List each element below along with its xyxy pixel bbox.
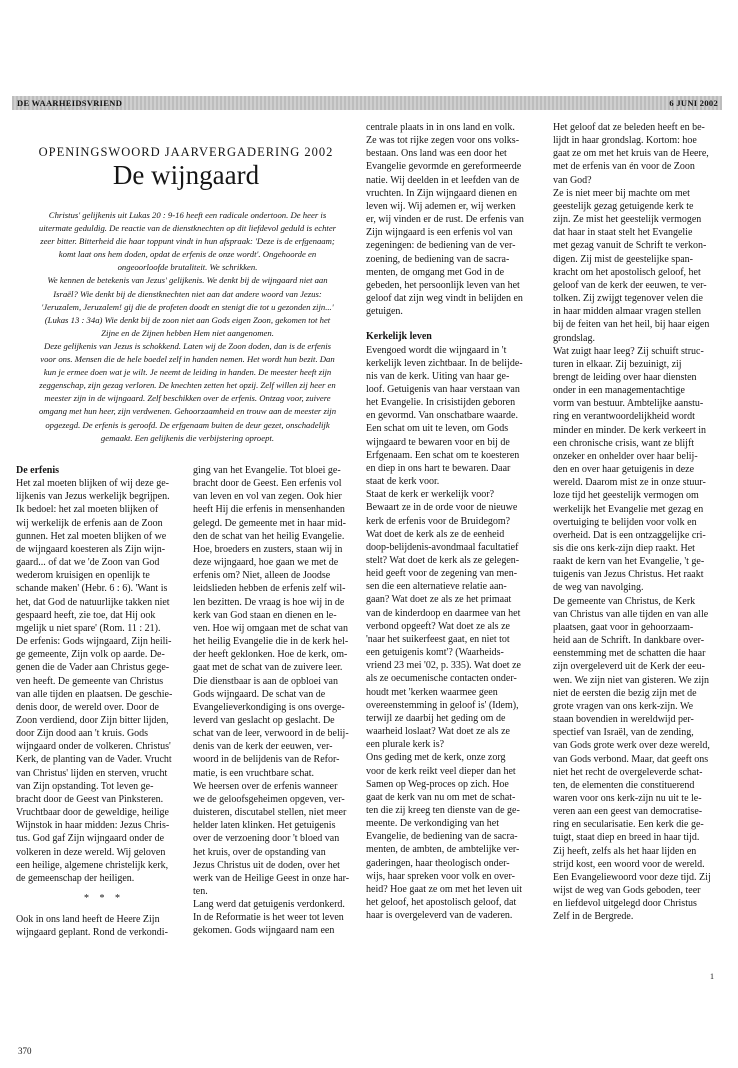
text-line: Gods wijngaard. De schat van de xyxy=(193,688,326,700)
text-line: wij werkelijk de erfenis aan de Zoon xyxy=(16,517,163,529)
text-line: plaatsen, gaat voor in gehoorzaam- xyxy=(553,621,694,633)
text-line: en gevormd. Van onschatbare waarde. xyxy=(366,410,518,422)
text-line: schande maken' (Hebr. 6 : 6). 'Want is xyxy=(16,583,168,595)
text-line: schat van de leer, verwoord in de belij- xyxy=(193,728,349,740)
text-line: ten, de elementen die constituerend xyxy=(553,779,695,791)
text-line: den en over haar getuigenis in deze xyxy=(553,464,695,476)
text-line: Zijn wijngaard is een erfenis vol van xyxy=(366,227,513,239)
text-line: gelegd. De gemeente met in haar mid- xyxy=(193,517,346,529)
text-line: gaderingen, haar theologisch onder- xyxy=(366,857,510,869)
text-line: een heilige, algemene christelijk kerk, xyxy=(16,859,169,871)
text-line: 'naar het suikerfeest gaat, en niet tot xyxy=(366,633,510,645)
text-line: zijn overgeleverd uit de Kerk der eeu- xyxy=(553,661,705,673)
text-line: minder en minder. De kerk verkeert in xyxy=(553,424,706,436)
text-line: spectief van Israël, van de zending, xyxy=(553,727,694,739)
text-line: erfenis om? Niet, alleen de Joodse xyxy=(193,570,331,582)
text-line: gebeden, het persoonlijk leven van het xyxy=(366,279,520,291)
text-line: van Christus van alle tijden en van alle xyxy=(553,608,709,620)
text-line: leverd van geslacht op geslacht. De xyxy=(193,714,335,726)
text-line: helder laten klinken. Het getuigenis xyxy=(193,820,336,832)
margin-mark: 1 xyxy=(710,972,714,981)
text-line: het geloof, het apostolisch geloof, dat xyxy=(366,897,517,909)
text-line: niet het recht de overgeleverde schat- xyxy=(553,766,703,778)
text-line: haar is overgeleverd van de vaderen. xyxy=(366,910,513,922)
text-line: vriend 23 mei '02, p. 335). Wat doet ze xyxy=(366,660,521,672)
intro-line: (Lukas 13 : 34a) Wie denkt bij de zoon niet aan Gods eigen Zoon, gekomen tot het xyxy=(44,314,331,325)
text-line: terwijl ze daarbij het geding om de xyxy=(366,712,506,724)
text-line: raakt de kern van het Evangelie, 't ge- xyxy=(553,556,705,568)
text-line: tolken. Zij zwijgt tegenover velen die xyxy=(553,293,703,305)
text-line: tuigenis van Jezus Christus. Het raakt xyxy=(553,569,704,581)
text-line: een chronische crisis, want ze blijft xyxy=(553,437,695,449)
text-line: We heersen over de erfenis wanneer xyxy=(193,780,338,792)
text-line: wijngaard te bewaren voor en bij de xyxy=(366,436,510,448)
text-line: denis door, de wereld over. Door de xyxy=(16,701,159,713)
text-line: ge gemeente, Zijn volk op aarde. De- xyxy=(16,649,165,661)
text-line: onzeker en onhelder over haar belij- xyxy=(553,450,698,462)
text-line: van alle tijden en plaatsen. De geschie- xyxy=(16,688,173,700)
text-line: stelt? Wat doet de kerk als ze gelegen- xyxy=(366,555,520,566)
text-line: door Zijn dood aan 't kruis. Gods xyxy=(16,728,149,740)
text-line: Hoe, broeders en zusters, staan wij in xyxy=(193,543,343,555)
text-line: kerk de erfenis voor de Bruidegom? xyxy=(366,515,511,527)
text-line: duisteren, discutabel stellen, niet meer xyxy=(193,807,347,819)
intro-line: 'Jeruzalem, Jeruzalem! gij die de profeten doodt en stenigt die tot u gezonden zijn...' xyxy=(41,301,334,312)
text-line: werkelijk het Evangelie met gezag en xyxy=(553,503,704,515)
intro-line: ongeoorloofde brutaliteit. We schrikken. xyxy=(117,262,258,273)
text-line: de weg van navolging. xyxy=(553,582,644,594)
column-4 xyxy=(553,121,723,924)
text-line: genen die de Vader aan Christus gege- xyxy=(16,662,170,674)
text-line: bij de feiten van het heil, bij haar eigen xyxy=(553,319,710,331)
column-1 xyxy=(16,464,192,939)
text-line: overtuiging te belijden voor volk en xyxy=(553,516,697,528)
text-line: tuigt, staat diep en breed in haar tijd. xyxy=(553,832,700,844)
text-line: turen in elkaar. Zij bezuinigt, zij xyxy=(553,358,682,370)
intro-line: meester zijn in de wijngaard. Zelf beschikken over de erfenis. Ontzag voor, zuivere xyxy=(44,393,331,404)
page-number: 370 xyxy=(18,1046,32,1056)
text-line: werk van de Heilige Geest in onze har- xyxy=(193,872,350,884)
text-line: grote vragen van ons kerk-zijn. We xyxy=(553,700,694,712)
text-line: wereld. Daarom mist ze in onze stuur- xyxy=(553,477,706,489)
text-line: denis van de kerk der eeuwen, ver- xyxy=(193,741,333,753)
text-line: het heilig Evangelie die in de kerk hel- xyxy=(193,636,349,648)
text-line: bracht door de Geest van Pinksteren. xyxy=(16,793,164,805)
text-line: het kruis, over de opstanding van xyxy=(193,846,326,858)
text-line: waarheid loslaat? Wat doet ze als ze xyxy=(366,726,510,738)
text-line: wederom kruisigen en openlijk te xyxy=(16,570,150,582)
intro-line: Christus' gelijkenis uit Lukas 20 : 9-16 heeft een radicale ondertoon. De heer is xyxy=(48,210,327,220)
intro-line: uitermate geduldig. De reactie van de dienstknechten op dit liefdevol geduld is echter xyxy=(38,223,337,234)
text-line: verbond opgeeft? Wat doet ze als ze xyxy=(366,620,510,632)
text-line: gaard... of dat we 'de Zoon van God xyxy=(16,557,160,569)
section-heading-kerkelijk-leven: Kerkelijk leven xyxy=(366,331,432,343)
text-line: len bezitten. De vraag is hoe wij in de xyxy=(193,596,345,608)
text-line: overeenstemming in geloof is' (Idem), xyxy=(366,699,519,711)
intro-line: voor ons. Mensen die de hele boedel zelf in handen nemen. Het wordt hun bezit. Dan xyxy=(40,354,335,365)
text-line: grondslag. xyxy=(553,332,595,344)
text-line: van Zijn opstanding. Tot leven ge- xyxy=(16,780,154,792)
text-line: Ons geding met de kerk, onze zorg xyxy=(366,752,506,764)
text-line: gespaard heeft, zie toe, dat Hij ook xyxy=(16,609,156,621)
text-line: nis van de kerk. Uiting van haar ge- xyxy=(366,370,510,382)
text-line: Zij heeft, zelfs als het haar lijden en xyxy=(553,845,697,857)
text-line: heid aan de Schrift. In dankbare over- xyxy=(553,635,705,647)
text-line: kerkelijk leven zichtbaar. In de belijde- xyxy=(366,357,523,369)
text-line: en liefdevol uitgelegd door Christus xyxy=(553,898,697,910)
text-line: wijngaard onder de volkeren. Christus' xyxy=(16,741,171,753)
text-line: zegeningen: de bediening van de ver- xyxy=(366,240,516,252)
text-line: bracht door de Geest. Een erfenis vol xyxy=(193,478,342,490)
text-line: Lang werd dat getuigenis verdonkerd. xyxy=(193,899,345,911)
intro-line: omgang met hun heer, zijn verdwenen. Gehoorzaamheid en trouw aan de meester zijn xyxy=(38,406,337,417)
text-line: over de verzoening door 't bloed van xyxy=(193,833,340,845)
text-line: getuigen. xyxy=(366,306,403,318)
text-line: Jezus Christus uit de doden, over het xyxy=(193,859,340,871)
text-line: deze wijngaard, hoe gaan we met de xyxy=(193,557,339,569)
text-line: Wijnstok in haar midden: Jezus Chris- xyxy=(16,820,170,832)
intro-line: Israël? Wie denkt bij de dienstknechten niet aan dat andere woord van Jezus: xyxy=(53,288,322,299)
text-line: Evangelie gevormde en gereformeerde xyxy=(366,161,522,173)
text-line: veren aan een geest van democratise- xyxy=(553,806,703,818)
text-line: ring en verantwoordelijkheid wordt xyxy=(553,411,695,423)
intro-line: gemaakt. Een gelijkenis die verbijstering oproept. xyxy=(100,432,275,443)
text-line: als ze oecumenische contacten onder- xyxy=(366,673,517,685)
article-kicker: OPENINGSWOORD JAARVERGADERING 2002 xyxy=(38,145,334,159)
text-line: ven heeft. De gemeente van Christus xyxy=(16,675,164,687)
text-line: wijs, haar spreken voor volk en over- xyxy=(366,870,515,882)
publication-name: DE WAARHEIDSVRIEND xyxy=(17,98,123,108)
text-line: vorm van bestuur. Ambtelijke aanstu- xyxy=(553,398,704,410)
text-line: gaan? Wat doet ze als ze het primaat xyxy=(366,594,512,606)
text-line: gaat de kerk van nu om met de schat- xyxy=(366,791,516,803)
text-line: Het zal moeten blijken of wij deze ge- xyxy=(16,478,169,490)
text-line: leven wij. Wij ademen er, wij werken xyxy=(366,200,516,212)
text-line: Staat de kerk er werkelijk voor? xyxy=(366,489,495,501)
text-line: Het geloof dat ze beleden heeft en be- xyxy=(553,122,705,133)
text-line: waren voor ons kerk-zijn nu uit te le- xyxy=(553,792,702,804)
text-line: overheid. Dat is een ontzaggelijke cri- xyxy=(553,529,706,541)
text-line: lijkenis van Jezus werkelijk begrijpen. xyxy=(16,491,170,503)
intro-line: komt laat ons hem doden, opdat de erfenis de onze wordt'. Ongehoorde en xyxy=(58,249,317,260)
text-line: ten die zij kreeg ten dienste van de ge- xyxy=(366,804,520,816)
text-line: ten. xyxy=(193,886,208,897)
text-line: van Christus' lijden en sterven, vrucht xyxy=(16,767,168,779)
text-line: doop-belijdenis-avondmaal facultatief xyxy=(366,541,519,553)
intro-line: kun je ermee doen wat je wilt. Je neemt de leiding in handen. De meester heeft zijn xyxy=(43,367,332,378)
intro-line: opgezegd. De erfenis is geroofd. De erfgenaam buiten de deur gezet, onschadelijk xyxy=(45,419,330,430)
column-3 xyxy=(366,121,546,922)
text-line: menten, de ambten, de ambtelijke ver- xyxy=(366,844,520,856)
text-line: Die dienstbaar is aan de opbloei van xyxy=(193,675,338,687)
text-line: heeft Hij die erfenis in mensenhanden xyxy=(193,504,345,516)
text-line: voor de kerk reikt veel dieper dan het xyxy=(366,765,516,777)
intro-line: zeggenschap, zijn gezag verloren. De knechten zetten het opzij. Zelf willen zij heer en xyxy=(39,380,336,391)
text-line: heid? Hoe gaat ze om met het leven uit xyxy=(366,883,523,895)
text-line: met de erfenis van én voor de Zoon xyxy=(553,161,695,173)
text-line: van Gods verbond. Maar, dat geeft ons xyxy=(553,753,709,765)
text-line: er, wij vinden er de rust. De erfenis van xyxy=(366,214,524,226)
text-line: ring en secularisatie. Een kerk die ge- xyxy=(553,819,704,831)
article-title: De wijngaard xyxy=(112,160,260,190)
text-line: we de geloofsgeheimen opgeven, ver- xyxy=(193,793,345,805)
intro-line: Deze gelijkenis van Jezus is schokkend. Laten wij de Zoon doden, dan is de erfenis xyxy=(43,340,332,351)
text-line: eenstemming met de schatten die haar xyxy=(553,648,706,660)
text-line: volkeren in deze wereld. Wij geloven xyxy=(16,846,166,858)
text-line: met gezag vanuit de Schrift te verkon- xyxy=(553,240,707,252)
text-line: brengt de leiding over haar diensten xyxy=(553,371,697,383)
text-line: Zoon verdiend, door Zijn bitter lijden, xyxy=(16,714,169,726)
text-line: Wat zuigt haar leeg? Zij schuift struc- xyxy=(553,345,704,357)
text-line: gunnen. Het zal moeten blijken of we xyxy=(16,530,167,542)
text-line: Ook in ons land heeft de Heere Zijn xyxy=(16,914,160,926)
text-line: centrale plaats in in ons land en volk. xyxy=(366,122,515,133)
text-line: Evangelie, de bediening van de sacra- xyxy=(366,831,518,843)
text-line: een plurale kerk is? xyxy=(366,739,445,751)
text-line: van God? xyxy=(553,174,592,186)
text-line: de wijngaard koesteren als Zijn wijn- xyxy=(16,543,166,555)
text-line: bestaan. Ons land was een door het xyxy=(366,148,507,160)
text-line: digen. Zij mist de geestelijke span- xyxy=(553,253,693,265)
text-line: Ik bedoel: het zal moeten blijken of xyxy=(16,504,159,516)
text-line: onder in een managementachtige xyxy=(553,385,685,397)
text-line: Zelf in de Bergrede. xyxy=(553,911,634,923)
text-line: geloof dat zijn weg vindt in belijden en xyxy=(366,293,523,305)
text-line: Ze is niet meer bij machte om met xyxy=(553,187,690,199)
text-line: lijdt in haar grondslag. Kortom: hoe xyxy=(553,135,697,147)
text-line: Ze was tot rijke zegen voor ons volks- xyxy=(366,135,520,147)
text-line: loze tijd het geestelijk vermogen om xyxy=(553,490,699,502)
intro-line: zeer bitter. Bitterheid die haar toppunt vindt in hun afspraak: 'Deze is de erfgenaam; xyxy=(40,236,335,247)
text-line: en diep in ons hart te bewaren. Daar xyxy=(366,462,511,474)
text-line: In de Reformatie is het weer tot leven xyxy=(193,912,344,924)
text-line: het Evangelie. In crisistijden geboren xyxy=(366,397,516,409)
text-line: houdt met 'kerken waarmee geen xyxy=(366,686,498,698)
text-line: in haar midden almaar vragen stellen xyxy=(553,306,701,318)
text-line: leidslieden hebben de erfenis zelf wil- xyxy=(193,583,346,595)
text-line: wijst de weg van Gods geboden, teer xyxy=(553,885,701,897)
text-line: sen die een alternatieve relatie aan- xyxy=(366,581,507,593)
text-line: geestelijk gezag getuigende kerk te xyxy=(553,200,694,212)
text-line: heid geeft voor de zegening van men- xyxy=(366,568,518,580)
section-heading-de-erfenis: De erfenis xyxy=(16,465,60,476)
text-line: van Gods grote werk over deze wereld, xyxy=(553,740,710,752)
text-line: staan bovendien in wereldwijd per- xyxy=(553,714,694,726)
issue-date: 6 JUNI 2002 xyxy=(669,98,718,108)
text-line: wen. We zijn niet van gisteren. We zijn xyxy=(553,674,710,686)
text-line: van de kinderdoop en daarmee van het xyxy=(366,607,521,619)
text-line: natie. Wij deelden in et leefden van de xyxy=(366,174,520,186)
text-line: Erfgenaam. Een schat om te koesteren xyxy=(366,449,520,461)
text-line: zoening, de bediening van de sacra- xyxy=(366,253,510,265)
text-line: geloof van de kerk der eeuwen, te ver- xyxy=(553,279,707,291)
text-line: wijngaard geplant. Rond de verkondi- xyxy=(16,927,168,939)
text-line: staat de kerk voor. xyxy=(366,476,440,488)
text-line: menten, de omgang met God in de xyxy=(366,266,505,278)
text-line: Evengoed wordt die wijngaard in 't xyxy=(366,344,507,356)
text-line: van leven en vol van zegen. Ook hier xyxy=(193,491,342,503)
text-line: gaat ze om met het kruis van de Heere, xyxy=(553,148,709,160)
article-intro xyxy=(16,209,359,445)
text-line: ging van het Evangelie. Tot bloei ge- xyxy=(193,465,341,476)
text-line: Bewaart ze in de orde voor de nieuwe xyxy=(366,502,518,514)
text-line: matie, is een vruchtbare schat. xyxy=(193,767,315,779)
text-line: woord in de belijdenis van de Refor- xyxy=(193,754,340,766)
text-line: niet de eersten die bezig zijn met de xyxy=(553,687,697,699)
text-line: zijn. Ze mist het geestelijk vermogen xyxy=(553,214,702,226)
text-line: het, dat God de natuurlijke takken niet xyxy=(16,596,170,608)
section-divider: * * * xyxy=(84,893,124,904)
text-line: De gemeente van Christus, de Kerk xyxy=(553,595,696,607)
text-line: meente. De verkondiging van het xyxy=(366,818,500,830)
text-line: dat haar in staat stelt het Evangelie xyxy=(553,227,693,239)
intro-line: Zijne en de Zijnen hebben Hem niet aangenomen. xyxy=(101,327,274,338)
column-2 xyxy=(193,464,363,938)
text-line: vruchten. In Zijn wijngaard dienen en xyxy=(366,187,518,199)
text-line: De erfenis: Gods wijngaard, Zijn heili- xyxy=(16,636,172,648)
text-line: loof. Getuigenis van haar verstaan van xyxy=(366,383,520,395)
text-line: Een Evangeliewoord voor deze tijd. Zij xyxy=(553,871,711,883)
text-line: ven. Hoe wij omgaan met de schat van xyxy=(193,622,348,634)
text-line: sis die ons kerk-zijn diep raakt. Het xyxy=(553,543,695,554)
text-line: Samen op Weg-proces op zich. Hoe xyxy=(366,778,509,790)
text-line: gekomen. Gods wijngaard nam een xyxy=(193,925,335,937)
text-line: Vruchtbaar door de geweldige, heilige xyxy=(16,807,169,819)
text-line: mgelijk u niet spare' (Rom. 11 : 21). xyxy=(16,622,161,634)
text-line: een getuigenis komt'? (Waarheids- xyxy=(366,647,504,659)
text-line: kracht om het apostolisch geloof, het xyxy=(553,266,701,278)
intro-line: We kennen de betekenis van Jezus' gelijkenis. We denkt bij de wijngaard niet aan xyxy=(47,275,328,286)
text-line: de gemeenschap der heiligen. xyxy=(16,872,135,884)
text-line: gaat met de schat van de zuivere leer. xyxy=(193,662,343,674)
text-line: Wat doet de kerk als ze de eenheid xyxy=(366,528,505,540)
text-line: kerk van God staan en dienen en le- xyxy=(193,609,337,621)
text-line: Een schat om uit te leven, om Gods xyxy=(366,423,509,435)
text-line: der heeft geklonken. Hoe de kerk, om- xyxy=(193,649,348,661)
text-line: Kerk, de planting van de Vader. Vrucht xyxy=(16,754,172,766)
text-line: tus. God gaf Zijn wijngaard onder de xyxy=(16,833,165,845)
text-line: den de schat van het heilig Evangelie. xyxy=(193,530,345,542)
text-line: strijd kost, een woord voor de wereld. xyxy=(553,858,705,870)
text-line: Evangelieverkondiging is ons overge- xyxy=(193,701,345,713)
